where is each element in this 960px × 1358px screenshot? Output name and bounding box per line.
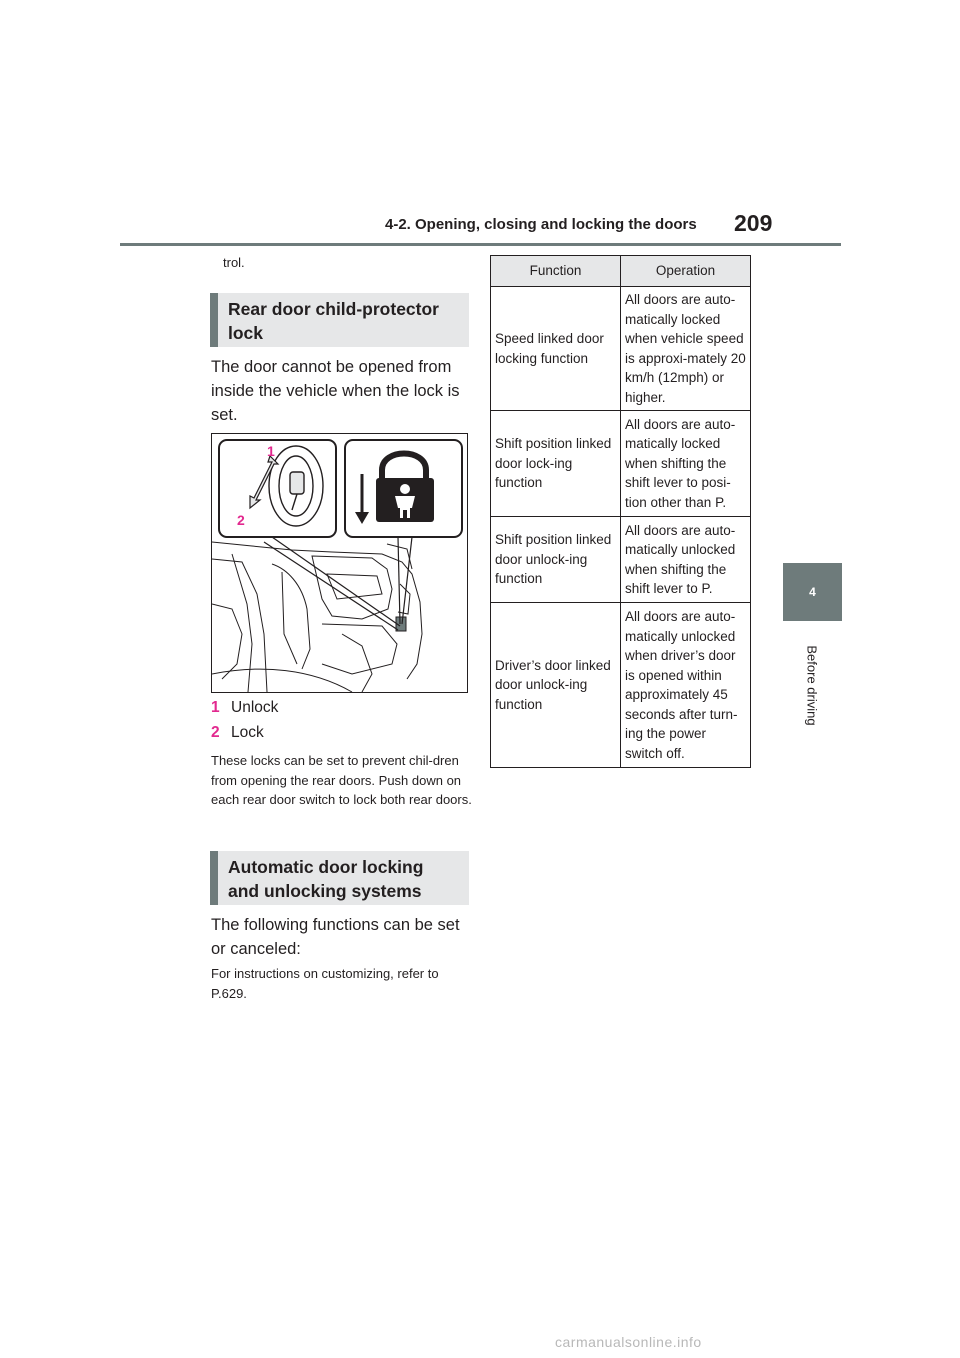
header-rule [120,243,841,246]
child-lock-illustration [211,433,468,693]
table-row [491,411,751,517]
legend-label: Unlock [231,699,279,716]
chapter-title: Before driving [804,644,820,726]
section2-note: For instructions on customizing, refer to P.629. [211,966,439,1001]
legend-number: 2 [211,724,220,741]
table-cell-function: Driver’s door linked door unlock-ing function [491,603,621,768]
section-heading-auto-locking: Automatic door locking and unlocking systems [210,851,469,905]
table-cell-function: Shift position linked door lock-ing function [491,411,621,517]
section2-intro: The following functions can be set or canceled: [211,916,460,958]
legend-item [211,724,264,742]
auto-lock-function-table [490,255,751,768]
legend-item [211,699,278,717]
table-row [491,517,751,603]
continued-text: trol. [223,255,245,270]
table-cell-operation: All doors are auto-matically locked when vehicle speed is approxi-mately 20 km/h (12mph) or higher. [621,287,751,411]
legend-number: 1 [211,699,220,716]
section1-intro: The door cannot be opened from inside the vehicle when the lock is set. [211,358,460,424]
table-header-operation: Operation [621,256,751,287]
illustration-label-2: 2 [237,512,245,528]
chapter-title-vertical [800,630,824,740]
table-cell-function: Shift position linked door unlock-ing function [491,517,621,603]
illustration-label-1: 1 [267,443,275,459]
table-header-function: Function [491,256,621,287]
child-lock-drawing [212,434,467,692]
section1-note: These locks can be set to prevent chil-dren from opening the rear doors. Push down on each rear door switch to lock both rear doors. [211,753,472,807]
table-cell-operation: All doors are auto-matically unlocked when driver’s door is opened within approximately 45 seconds after turn-ing the power switch off. [621,603,751,768]
table-cell-function: Speed linked door locking function [491,287,621,411]
watermark: carmanualsonline.info [555,1334,702,1350]
table-row [491,603,751,768]
page-number: 209 [734,210,773,236]
table-row [491,287,751,411]
legend-label: Lock [231,724,264,741]
chapter-tab [783,563,842,621]
section-heading-child-lock: Rear door child-protector lock [210,293,469,347]
table-cell-operation: All doors are auto-matically unlocked when shifting the shift lever to P. [621,517,751,603]
chapter-number: 4 [809,585,816,599]
table-cell-operation: All doors are auto-matically locked when shifting the shift lever to posi-tion other than P. [621,411,751,517]
running-header-section: 4-2. Opening, closing and locking the doors [385,216,697,233]
